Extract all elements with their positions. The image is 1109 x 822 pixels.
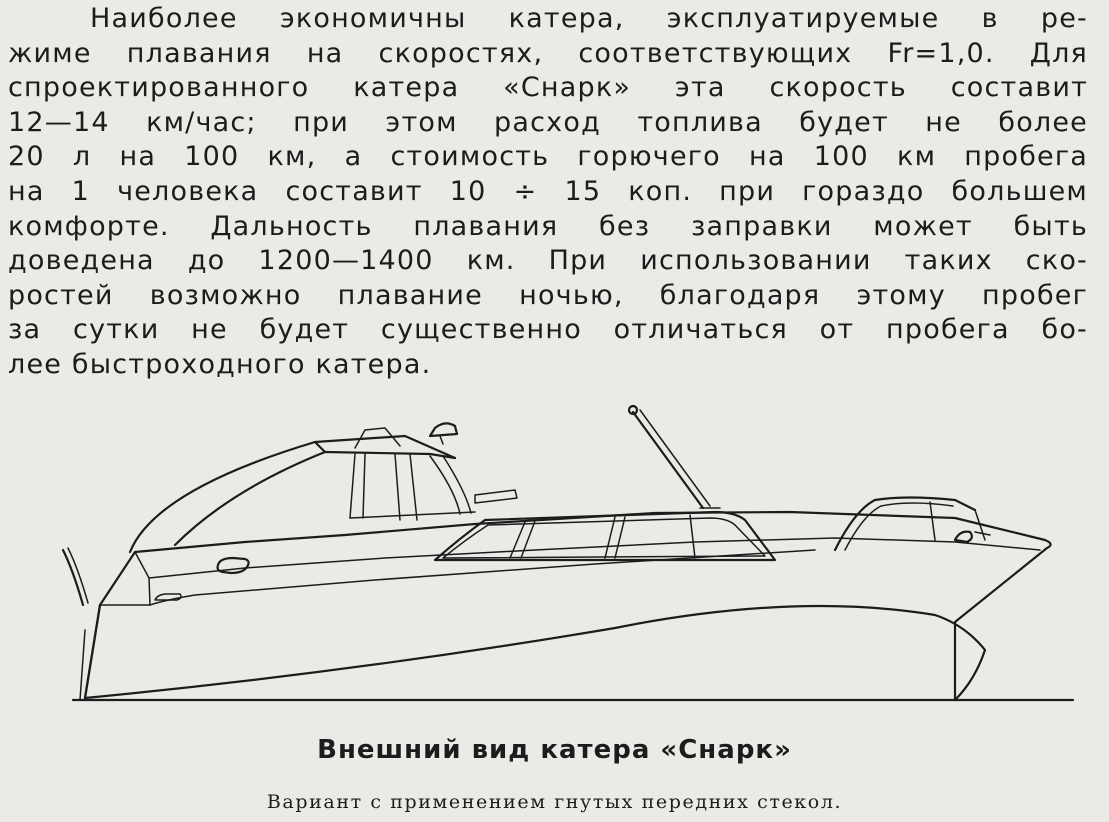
paragraph-line: 20 л на 100 км, а стоимость горючего на 100 км пробега (8, 141, 1088, 173)
figure-caption: Внешний вид катера «Снарк» (317, 735, 792, 765)
flybridge (130, 442, 325, 552)
paragraph-line: спроектированного катера «Снарк» эта скорость составит (8, 72, 1088, 104)
porthole (218, 558, 249, 573)
boot-stripe (85, 606, 985, 700)
paragraph-line: жиме плавания на скоростях, соответствующих Fr=1,0. Для (8, 37, 1088, 69)
paragraph-line: на 1 человека составит 10 ÷ 15 коп. при гораздо большем (8, 175, 1088, 207)
boat-illustration (55, 400, 1085, 712)
figure-subcaption: Вариант с применением гнутых передних стекол. (266, 791, 843, 813)
boat-drawing (55, 400, 1085, 712)
paragraph-line: 12—14 км/час; при этом расход топлива будет не более (8, 106, 1088, 138)
paragraph-line: ростей возможно плавание ночью, благодаря этому пробег (8, 279, 1088, 311)
antenna-mast (633, 412, 703, 508)
body-paragraph (8, 2, 1088, 383)
paragraph-line: Наиболее экономичны катера, эксплуатируемые в ре- (90, 3, 1088, 34)
paragraph-line: лее быстроходного катера. (8, 348, 432, 380)
sheer-line (135, 538, 1040, 578)
paragraph-line: комфорте. Дальность плавания без заправки может быть (8, 210, 1088, 242)
paragraph-line: за сутки не будет существенно отличаться от пробега бо- (8, 314, 1088, 346)
paragraph-line: доведена до 1200—1400 км. При использовании таких ско- (8, 245, 1088, 277)
radar-dome (430, 423, 457, 436)
